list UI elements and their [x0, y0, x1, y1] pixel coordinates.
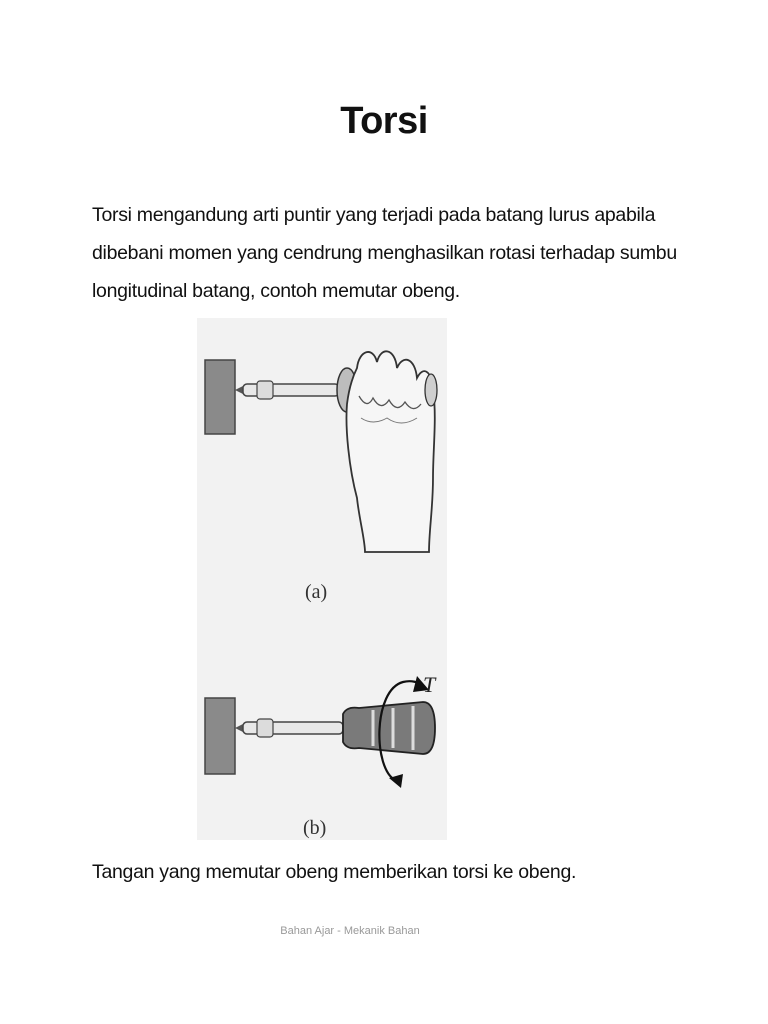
- torsion-figure: [197, 318, 447, 840]
- torque-label: T: [423, 672, 436, 697]
- screwdriver-with-hand-illustration: [205, 351, 437, 552]
- footer: Bahan Ajar - Mekanik Bahan: [280, 925, 420, 937]
- intro-paragraph: Torsi mengandung arti puntir yang terjadi pada batang lurus apabila dibebani momen yang cendrung menghasilkan rotasi terhadap sumbu longitudinal batang, contoh memutar obeng.: [92, 204, 677, 302]
- closing-sentence: Tangan yang memutar obeng memberikan torsi ke obeng.: [92, 861, 577, 883]
- caption-a: (a): [305, 581, 328, 603]
- screwdriver-torque-illustration: [205, 676, 435, 788]
- slide-title: Torsi: [340, 100, 428, 142]
- caption-b: (b): [303, 817, 327, 839]
